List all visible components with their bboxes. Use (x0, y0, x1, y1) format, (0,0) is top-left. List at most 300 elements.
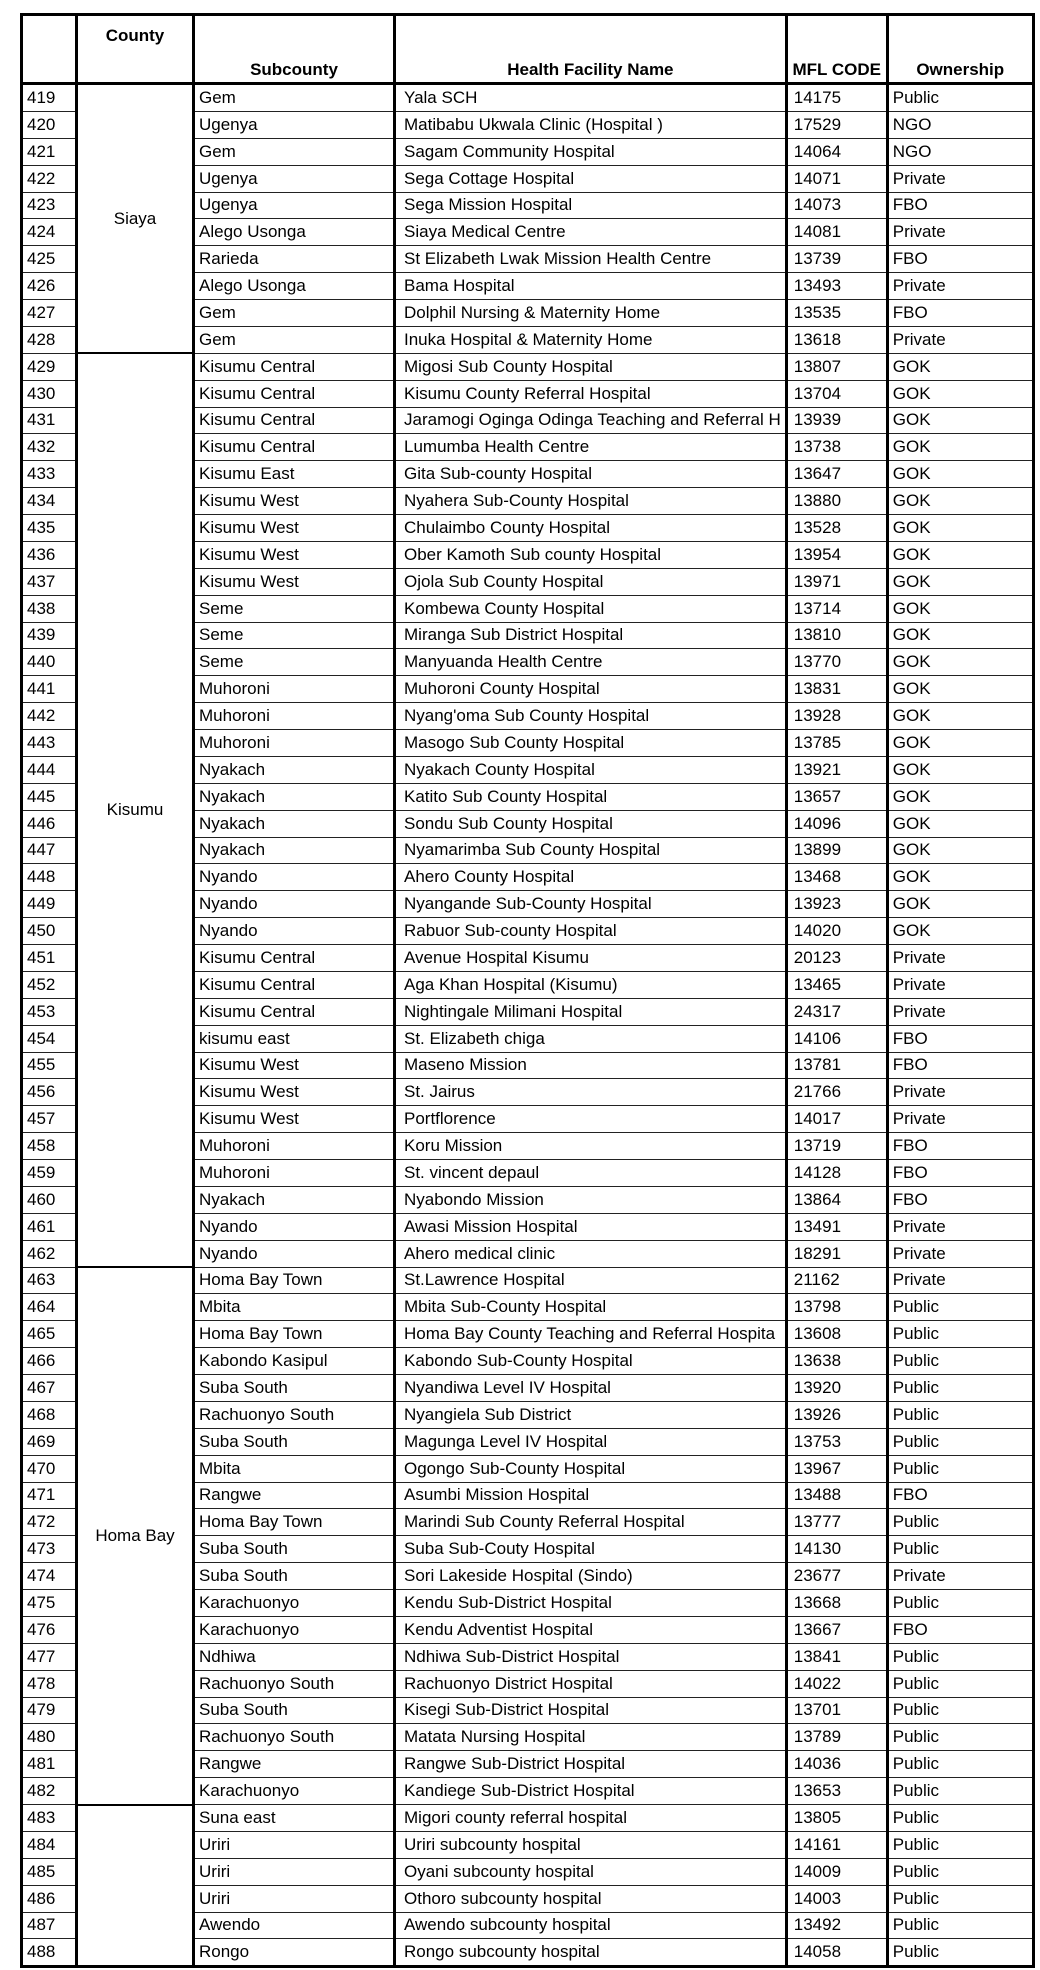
facility-name-cell: Ahero medical clinic (395, 1240, 787, 1267)
facility-name-cell: Kendu Sub-District Hospital (395, 1590, 787, 1617)
row-index: 468 (22, 1401, 77, 1428)
mfl-code-cell: 13777 (786, 1509, 887, 1536)
ownership-cell: GOK (887, 864, 1033, 891)
facility-name-cell: Kisumu County Referral Hospital (395, 380, 787, 407)
mfl-code-cell: 13798 (786, 1294, 887, 1321)
mfl-code-cell: 14175 (786, 84, 887, 112)
ownership-cell: FBO (887, 300, 1033, 327)
ownership-cell: Private (887, 1267, 1033, 1294)
facility-name-cell: St. Elizabeth chiga (395, 1025, 787, 1052)
facility-name-cell: Magunga Level IV Hospital (395, 1428, 787, 1455)
row-index: 425 (22, 246, 77, 273)
ownership-cell: GOK (887, 891, 1033, 918)
mfl-code-cell: 13971 (786, 568, 887, 595)
subcounty-cell: Muhoroni (194, 1160, 395, 1187)
header-county: County (77, 15, 194, 84)
mfl-code-cell: 13704 (786, 380, 887, 407)
subcounty-cell: Kisumu West (194, 1052, 395, 1079)
mfl-code-cell: 13954 (786, 541, 887, 568)
row-index: 469 (22, 1428, 77, 1455)
ownership-cell: Private (887, 326, 1033, 353)
facility-name-cell: Matibabu Ukwala Clinic (Hospital ) (395, 111, 787, 138)
subcounty-cell: Kisumu Central (194, 971, 395, 998)
ownership-cell: GOK (887, 783, 1033, 810)
facility-name-cell: Muhoroni County Hospital (395, 676, 787, 703)
row-index: 475 (22, 1590, 77, 1617)
row-index: 440 (22, 649, 77, 676)
mfl-code-cell: 14022 (786, 1670, 887, 1697)
facility-name-cell: Ndhiwa Sub-District Hospital (395, 1643, 787, 1670)
mfl-code-cell: 14161 (786, 1831, 887, 1858)
subcounty-cell: Ugenya (194, 165, 395, 192)
facility-name-cell: Kombewa County Hospital (395, 595, 787, 622)
facility-name-cell: Ober Kamoth Sub county Hospital (395, 541, 787, 568)
ownership-cell: GOK (887, 434, 1033, 461)
ownership-cell: Private (887, 1563, 1033, 1590)
subcounty-cell: Suna east (194, 1805, 395, 1832)
ownership-cell: Public (887, 1697, 1033, 1724)
ownership-cell: GOK (887, 595, 1033, 622)
subcounty-cell: Seme (194, 649, 395, 676)
ownership-cell: Private (887, 998, 1033, 1025)
ownership-cell: Public (887, 1805, 1033, 1832)
row-index: 463 (22, 1267, 77, 1294)
subcounty-cell: Muhoroni (194, 676, 395, 703)
subcounty-cell: Kisumu West (194, 515, 395, 542)
subcounty-cell: Ugenya (194, 111, 395, 138)
row-index: 465 (22, 1321, 77, 1348)
subcounty-cell: Uriri (194, 1831, 395, 1858)
facility-name-cell: Awasi Mission Hospital (395, 1213, 787, 1240)
subcounty-cell: Kabondo Kasipul (194, 1348, 395, 1375)
mfl-code-cell: 13781 (786, 1052, 887, 1079)
subcounty-cell: Rachuonyo South (194, 1401, 395, 1428)
row-index: 427 (22, 300, 77, 327)
ownership-cell: Private (887, 1106, 1033, 1133)
mfl-code-cell: 13638 (786, 1348, 887, 1375)
subcounty-cell: Nyando (194, 891, 395, 918)
facility-name-cell: Koru Mission (395, 1133, 787, 1160)
ownership-cell: Private (887, 165, 1033, 192)
ownership-cell: Public (887, 1294, 1033, 1321)
row-index: 477 (22, 1643, 77, 1670)
subcounty-cell: Mbita (194, 1455, 395, 1482)
row-index: 433 (22, 461, 77, 488)
ownership-cell: Public (887, 1778, 1033, 1805)
row-index: 461 (22, 1213, 77, 1240)
facility-name-cell: Kabondo Sub-County Hospital (395, 1348, 787, 1375)
facility-name-cell: St Elizabeth Lwak Mission Health Centre (395, 246, 787, 273)
row-index: 429 (22, 353, 77, 380)
ownership-cell: Public (887, 1724, 1033, 1751)
row-index: 457 (22, 1106, 77, 1133)
row-index: 486 (22, 1885, 77, 1912)
row-index: 455 (22, 1052, 77, 1079)
facility-name-cell: Suba Sub-Couty Hospital (395, 1536, 787, 1563)
facility-name-cell: Matata Nursing Hospital (395, 1724, 787, 1751)
subcounty-cell: Nyakach (194, 783, 395, 810)
row-index: 437 (22, 568, 77, 595)
facility-name-cell: Oyani subcounty hospital (395, 1858, 787, 1885)
facility-name-cell: Kandiege Sub-District Hospital (395, 1778, 787, 1805)
ownership-cell: NGO (887, 138, 1033, 165)
row-index: 438 (22, 595, 77, 622)
ownership-cell: Private (887, 1240, 1033, 1267)
subcounty-cell: Nyando (194, 864, 395, 891)
row-index: 487 (22, 1912, 77, 1939)
row-index: 481 (22, 1751, 77, 1778)
ownership-cell: NGO (887, 111, 1033, 138)
mfl-code-cell: 14020 (786, 918, 887, 945)
mfl-code-cell: 21766 (786, 1079, 887, 1106)
row-index: 472 (22, 1509, 77, 1536)
mfl-code-cell: 13805 (786, 1805, 887, 1832)
ownership-cell: Public (887, 1831, 1033, 1858)
subcounty-cell: Kisumu Central (194, 407, 395, 434)
ownership-cell: FBO (887, 1160, 1033, 1187)
subcounty-cell: Suba South (194, 1697, 395, 1724)
table-row (22, 84, 1034, 112)
ownership-cell: Public (887, 1643, 1033, 1670)
facility-name-cell: Nyang'oma Sub County Hospital (395, 703, 787, 730)
row-index: 451 (22, 945, 77, 972)
header-ownership: Ownership (887, 15, 1033, 84)
ownership-cell: GOK (887, 676, 1033, 703)
facility-name-cell: Rabuor Sub-county Hospital (395, 918, 787, 945)
subcounty-cell: Uriri (194, 1885, 395, 1912)
ownership-cell: Private (887, 945, 1033, 972)
row-index: 453 (22, 998, 77, 1025)
subcounty-cell: Muhoroni (194, 703, 395, 730)
subcounty-cell: Nyakach (194, 837, 395, 864)
ownership-cell: Public (887, 1348, 1033, 1375)
row-index: 444 (22, 756, 77, 783)
row-index: 485 (22, 1858, 77, 1885)
mfl-code-cell: 13738 (786, 434, 887, 461)
row-index: 441 (22, 676, 77, 703)
ownership-cell: Public (887, 1670, 1033, 1697)
row-index: 443 (22, 730, 77, 757)
ownership-cell: GOK (887, 541, 1033, 568)
facility-name-cell: Asumbi Mission Hospital (395, 1482, 787, 1509)
subcounty-cell: Mbita (194, 1294, 395, 1321)
row-index: 419 (22, 84, 77, 112)
row-index: 431 (22, 407, 77, 434)
header-index (22, 15, 77, 84)
header-facility-name: Health Facility Name (395, 15, 787, 84)
subcounty-cell: Nyando (194, 918, 395, 945)
subcounty-cell: Muhoroni (194, 730, 395, 757)
subcounty-cell: Rangwe (194, 1482, 395, 1509)
mfl-code-cell: 13493 (786, 273, 887, 300)
facility-name-cell: Nyandiwa Level IV Hospital (395, 1375, 787, 1402)
mfl-code-cell: 13618 (786, 326, 887, 353)
facility-name-cell: Kendu Adventist Hospital (395, 1616, 787, 1643)
mfl-code-cell: 14017 (786, 1106, 887, 1133)
ownership-cell: Public (887, 1751, 1033, 1778)
row-index: 442 (22, 703, 77, 730)
row-index: 462 (22, 1240, 77, 1267)
ownership-cell: FBO (887, 1025, 1033, 1052)
ownership-cell: FBO (887, 1133, 1033, 1160)
ownership-cell: GOK (887, 810, 1033, 837)
ownership-cell: FBO (887, 1616, 1033, 1643)
facilities-table (20, 13, 1035, 1968)
facility-name-cell: Katito Sub County Hospital (395, 783, 787, 810)
subcounty-cell: Kisumu East (194, 461, 395, 488)
county-cell: Homa Bay (77, 1267, 194, 1805)
facility-name-cell: Rangwe Sub-District Hospital (395, 1751, 787, 1778)
facility-name-cell: Sondu Sub County Hospital (395, 810, 787, 837)
ownership-cell: Public (887, 1912, 1033, 1939)
facility-name-cell: Maseno Mission (395, 1052, 787, 1079)
subcounty-cell: Nyakach (194, 1186, 395, 1213)
subcounty-cell: Kisumu West (194, 1106, 395, 1133)
subcounty-cell: Suba South (194, 1536, 395, 1563)
mfl-code-cell: 14003 (786, 1885, 887, 1912)
facility-name-cell: Migosi Sub County Hospital (395, 353, 787, 380)
subcounty-cell: Ugenya (194, 192, 395, 219)
ownership-cell: Public (887, 1590, 1033, 1617)
ownership-cell: GOK (887, 918, 1033, 945)
mfl-code-cell: 13841 (786, 1643, 887, 1670)
ownership-cell: Public (887, 1885, 1033, 1912)
subcounty-cell: Rachuonyo South (194, 1724, 395, 1751)
subcounty-cell: Nyakach (194, 756, 395, 783)
row-index: 448 (22, 864, 77, 891)
table-header (22, 15, 1034, 84)
row-index: 460 (22, 1186, 77, 1213)
ownership-cell: Public (887, 1401, 1033, 1428)
facility-name-cell: Rachuonyo District Hospital (395, 1670, 787, 1697)
facility-name-cell: Siaya Medical Centre (395, 219, 787, 246)
row-index: 421 (22, 138, 77, 165)
row-index: 446 (22, 810, 77, 837)
row-index: 450 (22, 918, 77, 945)
mfl-code-cell: 13921 (786, 756, 887, 783)
row-index: 422 (22, 165, 77, 192)
subcounty-cell: Nyando (194, 1213, 395, 1240)
ownership-cell: GOK (887, 622, 1033, 649)
facility-name-cell: Rongo subcounty hospital (395, 1939, 787, 1967)
facility-name-cell: Inuka Hospital & Maternity Home (395, 326, 787, 353)
mfl-code-cell: 14071 (786, 165, 887, 192)
facility-name-cell: Miranga Sub District Hospital (395, 622, 787, 649)
facility-name-cell: Avenue Hospital Kisumu (395, 945, 787, 972)
row-index: 420 (22, 111, 77, 138)
facility-name-cell: Aga Khan Hospital (Kisumu) (395, 971, 787, 998)
mfl-code-cell: 21162 (786, 1267, 887, 1294)
facility-name-cell: Ogongo Sub-County Hospital (395, 1455, 787, 1482)
mfl-code-cell: 13668 (786, 1590, 887, 1617)
ownership-cell: FBO (887, 1186, 1033, 1213)
mfl-code-cell: 14128 (786, 1160, 887, 1187)
subcounty-cell: Kisumu Central (194, 998, 395, 1025)
subcounty-cell: Suba South (194, 1563, 395, 1590)
row-index: 445 (22, 783, 77, 810)
subcounty-cell: Ndhiwa (194, 1643, 395, 1670)
row-index: 447 (22, 837, 77, 864)
row-index: 479 (22, 1697, 77, 1724)
row-index: 482 (22, 1778, 77, 1805)
facility-name-cell: Nyahera Sub-County Hospital (395, 488, 787, 515)
subcounty-cell: Kisumu West (194, 568, 395, 595)
mfl-code-cell: 13807 (786, 353, 887, 380)
ownership-cell: GOK (887, 837, 1033, 864)
mfl-code-cell: 13810 (786, 622, 887, 649)
mfl-code-cell: 13785 (786, 730, 887, 757)
ownership-cell: Private (887, 1213, 1033, 1240)
facility-name-cell: Dolphil Nursing & Maternity Home (395, 300, 787, 327)
ownership-cell: FBO (887, 1482, 1033, 1509)
row-index: 439 (22, 622, 77, 649)
facility-name-cell: Chulaimbo County Hospital (395, 515, 787, 542)
subcounty-cell: Kisumu West (194, 1079, 395, 1106)
facility-name-cell: Manyuanda Health Centre (395, 649, 787, 676)
row-index: 480 (22, 1724, 77, 1751)
facility-name-cell: Nyamarimba Sub County Hospital (395, 837, 787, 864)
subcounty-cell: Kisumu Central (194, 380, 395, 407)
row-index: 476 (22, 1616, 77, 1643)
subcounty-cell: Kisumu West (194, 541, 395, 568)
row-index: 424 (22, 219, 77, 246)
row-index: 483 (22, 1805, 77, 1832)
subcounty-cell: Seme (194, 595, 395, 622)
subcounty-cell: Gem (194, 326, 395, 353)
mfl-code-cell: 13667 (786, 1616, 887, 1643)
row-index: 488 (22, 1939, 77, 1967)
facility-name-cell: Sagam Community Hospital (395, 138, 787, 165)
ownership-cell: GOK (887, 756, 1033, 783)
county-cell (77, 1805, 194, 1967)
ownership-cell: FBO (887, 192, 1033, 219)
subcounty-cell: Alego Usonga (194, 219, 395, 246)
mfl-code-cell: 13468 (786, 864, 887, 891)
subcounty-cell: Nyakach (194, 810, 395, 837)
subcounty-cell: Muhoroni (194, 1133, 395, 1160)
facility-name-cell: Sega Mission Hospital (395, 192, 787, 219)
ownership-cell: Public (887, 1375, 1033, 1402)
header-subcounty: Subcounty (194, 15, 395, 84)
subcounty-cell: Kisumu West (194, 488, 395, 515)
row-index: 471 (22, 1482, 77, 1509)
ownership-cell: FBO (887, 1052, 1033, 1079)
county-cell: Siaya (77, 84, 194, 354)
subcounty-cell: Homa Bay Town (194, 1509, 395, 1536)
subcounty-cell: Seme (194, 622, 395, 649)
row-index: 436 (22, 541, 77, 568)
facility-name-cell: Awendo subcounty hospital (395, 1912, 787, 1939)
mfl-code-cell: 13535 (786, 300, 887, 327)
mfl-code-cell: 13923 (786, 891, 887, 918)
ownership-cell: Private (887, 273, 1033, 300)
mfl-code-cell: 13920 (786, 1375, 887, 1402)
facility-name-cell: Nyabondo Mission (395, 1186, 787, 1213)
ownership-cell: GOK (887, 353, 1033, 380)
row-index: 430 (22, 380, 77, 407)
mfl-code-cell: 14073 (786, 192, 887, 219)
facility-name-cell: Portflorence (395, 1106, 787, 1133)
facility-name-cell: Nyakach County Hospital (395, 756, 787, 783)
mfl-code-cell: 13719 (786, 1133, 887, 1160)
row-index: 459 (22, 1160, 77, 1187)
row-index: 454 (22, 1025, 77, 1052)
facility-name-cell: Nightingale Milimani Hospital (395, 998, 787, 1025)
subcounty-cell: Alego Usonga (194, 273, 395, 300)
ownership-cell: GOK (887, 515, 1033, 542)
row-index: 452 (22, 971, 77, 998)
mfl-code-cell: 14096 (786, 810, 887, 837)
mfl-code-cell: 14009 (786, 1858, 887, 1885)
table-row (22, 1267, 1034, 1294)
mfl-code-cell: 13928 (786, 703, 887, 730)
mfl-code-cell: 13967 (786, 1455, 887, 1482)
ownership-cell: Public (887, 1509, 1033, 1536)
facility-name-cell: St.Lawrence Hospital (395, 1267, 787, 1294)
row-index: 467 (22, 1375, 77, 1402)
ownership-cell: FBO (887, 246, 1033, 273)
facility-name-cell: Gita Sub-county Hospital (395, 461, 787, 488)
ownership-cell: Public (887, 1939, 1033, 1967)
row-index: 474 (22, 1563, 77, 1590)
row-index: 484 (22, 1831, 77, 1858)
subcounty-cell: Rongo (194, 1939, 395, 1967)
subcounty-cell: Gem (194, 84, 395, 112)
table-row (22, 1805, 1034, 1832)
facility-name-cell: Homa Bay County Teaching and Referral Hospita (395, 1321, 787, 1348)
subcounty-cell: Homa Bay Town (194, 1321, 395, 1348)
ownership-cell: Public (887, 84, 1033, 112)
mfl-code-cell: 13864 (786, 1186, 887, 1213)
row-index: 426 (22, 273, 77, 300)
mfl-code-cell: 14064 (786, 138, 887, 165)
facility-name-cell: Mbita Sub-County Hospital (395, 1294, 787, 1321)
mfl-code-cell: 13770 (786, 649, 887, 676)
subcounty-cell: Kisumu Central (194, 945, 395, 972)
subcounty-cell: Rangwe (194, 1751, 395, 1778)
mfl-code-cell: 13465 (786, 971, 887, 998)
subcounty-cell: Rarieda (194, 246, 395, 273)
mfl-code-cell: 23677 (786, 1563, 887, 1590)
facility-name-cell: Migori county referral hospital (395, 1805, 787, 1832)
mfl-code-cell: 13926 (786, 1401, 887, 1428)
ownership-cell: GOK (887, 730, 1033, 757)
row-index: 470 (22, 1455, 77, 1482)
subcounty-cell: Rachuonyo South (194, 1670, 395, 1697)
row-index: 434 (22, 488, 77, 515)
ownership-cell: GOK (887, 649, 1033, 676)
mfl-code-cell: 14106 (786, 1025, 887, 1052)
facility-name-cell: Ahero County Hospital (395, 864, 787, 891)
mfl-code-cell: 13528 (786, 515, 887, 542)
ownership-cell: Public (887, 1455, 1033, 1482)
row-index: 478 (22, 1670, 77, 1697)
ownership-cell: GOK (887, 380, 1033, 407)
subcounty-cell: Karachuonyo (194, 1616, 395, 1643)
subcounty-cell: Homa Bay Town (194, 1267, 395, 1294)
subcounty-cell: Karachuonyo (194, 1778, 395, 1805)
row-index: 449 (22, 891, 77, 918)
subcounty-cell: Kisumu Central (194, 353, 395, 380)
mfl-code-cell: 18291 (786, 1240, 887, 1267)
table-row (22, 353, 1034, 380)
ownership-cell: GOK (887, 407, 1033, 434)
row-index: 464 (22, 1294, 77, 1321)
row-index: 435 (22, 515, 77, 542)
facility-name-cell: Sori Lakeside Hospital (Sindo) (395, 1563, 787, 1590)
mfl-code-cell: 13488 (786, 1482, 887, 1509)
facility-name-cell: Ojola Sub County Hospital (395, 568, 787, 595)
